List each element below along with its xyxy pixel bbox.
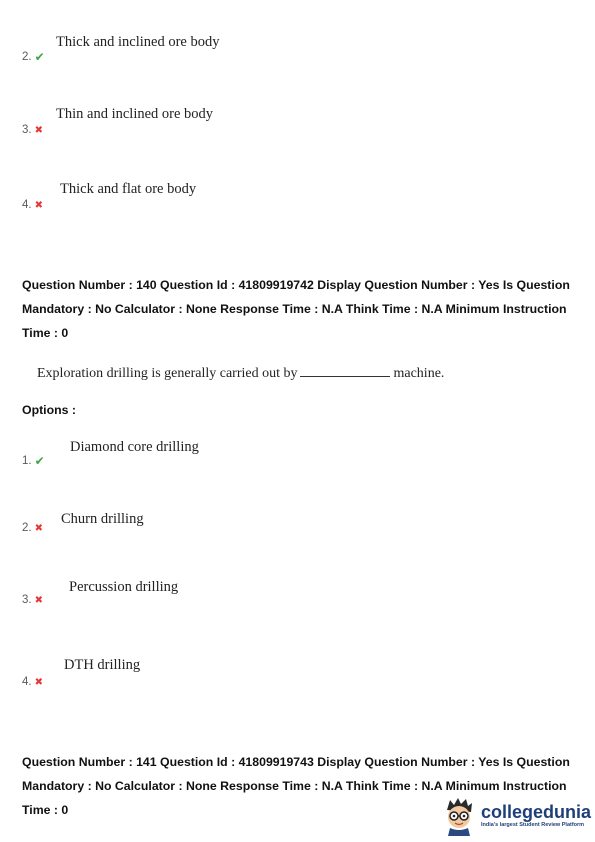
mascot-icon [441, 796, 477, 836]
option-index: 3. [22, 594, 32, 606]
option-number [22, 454, 45, 468]
options-label: Options : [22, 403, 76, 417]
cross-icon: ✖ [34, 594, 43, 606]
question-meta-line: Time : 0 [22, 803, 69, 817]
cross-icon: ✖ [34, 124, 43, 136]
option-text: Thin and inclined ore body [56, 106, 214, 122]
question-meta-line: Question Number : 140 Question Id : 41809919742 Display Question Number : Yes Is Question [22, 278, 570, 292]
option-index: 2. [22, 522, 32, 534]
check-icon: ✔ [34, 454, 45, 468]
cross-icon: ✖ [34, 522, 43, 534]
cross-icon: ✖ [34, 676, 43, 688]
question-meta-line: Time : 0 [22, 326, 69, 340]
option-text: Percussion drilling [69, 579, 179, 595]
logo-text-group [481, 803, 591, 829]
logo-tagline: India's largest Student Review Platform [480, 822, 585, 828]
option-number [22, 199, 43, 211]
option-index: 3. [22, 124, 32, 136]
cross-icon: ✖ [34, 199, 43, 211]
question-text-after: machine. [393, 366, 445, 381]
question-meta-line: Question Number : 141 Question Id : 41809919743 Display Question Number : Yes Is Question [22, 755, 570, 769]
option-text: Thick and inclined ore body [56, 34, 220, 50]
check-icon: ✔ [34, 50, 45, 64]
option-index: 1. [22, 455, 32, 467]
question-text [37, 364, 444, 382]
option-index: 4. [22, 676, 32, 688]
question-meta-line: Mandatory : No Calculator : None Response Time : N.A Think Time : N.A Minimum Instruction [22, 302, 567, 316]
option-text: Diamond core drilling [70, 439, 199, 455]
option-number [22, 50, 45, 64]
option-text: DTH drilling [64, 657, 141, 673]
option-number [22, 522, 43, 534]
collegedunia-logo [441, 796, 591, 836]
question-text-before: Exploration drilling is generally carried out by [37, 366, 298, 381]
question-meta [22, 273, 582, 345]
option-number [22, 676, 43, 688]
option-index: 4. [22, 199, 32, 211]
option-number [22, 124, 43, 136]
answer-blank [300, 364, 390, 377]
option-text: Churn drilling [61, 511, 144, 527]
option-index: 2. [22, 51, 32, 63]
logo-name: collegedunia [480, 802, 591, 822]
option-text: Thick and flat ore body [60, 181, 197, 197]
question-meta-line: Mandatory : No Calculator : None Response Time : N.A Think Time : N.A Minimum Instruction [22, 779, 567, 793]
option-number [22, 594, 43, 606]
